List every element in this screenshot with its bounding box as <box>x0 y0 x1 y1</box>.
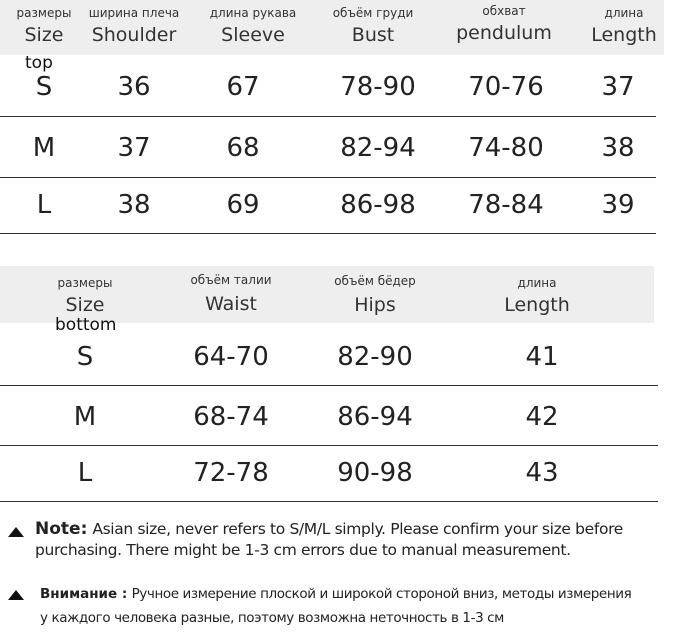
top-row-l-bust: 86-98 <box>340 190 416 220</box>
row-divider <box>0 445 658 446</box>
bottom-row-s-length: 41 <box>525 342 559 372</box>
top-row-s-shoulder: 36 <box>117 72 151 102</box>
top-row-s-bust: 78-90 <box>340 72 416 102</box>
top-row-s-length: 37 <box>601 72 635 102</box>
top-row-m-size: M <box>32 133 56 163</box>
bottom-header-size <box>40 276 130 316</box>
top-row-l-size: L <box>36 190 52 220</box>
bottom-row-l-size: L <box>77 458 93 488</box>
triangle-up-icon <box>8 590 24 600</box>
top-row-m-length: 38 <box>601 133 635 163</box>
header-en-label: Bust <box>351 24 395 46</box>
note-line-1: Asian size, never refers to S/M/L simply. Please confirm your size before <box>92 520 623 538</box>
top-row-m-shoulder: 37 <box>117 133 151 163</box>
bottom-row-l-length: 43 <box>525 458 559 488</box>
header-ru-label: размеры <box>57 276 113 290</box>
bottom-row-m-length: 42 <box>525 402 559 432</box>
header-en-label: Hips <box>354 294 396 316</box>
header-ru-label: длина <box>517 276 557 290</box>
row-divider <box>0 385 658 386</box>
row-divider <box>0 177 656 178</box>
top-header-shoulder <box>84 6 184 46</box>
note-line-2: purchasing. There might be 1-3 cm errors due to manual measurement. <box>35 541 571 559</box>
top-row-m-bust: 82-94 <box>340 133 416 163</box>
bottom-row-s-hips: 82-90 <box>337 342 413 372</box>
top-row-l-sleeve: 69 <box>226 190 260 220</box>
bottom-row-l-waist: 72-78 <box>193 458 269 488</box>
header-ru-label: объём талии <box>190 273 272 287</box>
row-divider <box>0 501 658 502</box>
header-en-label: Size <box>65 294 105 316</box>
russian-note-text <box>40 582 631 630</box>
top-row-s-pendulum: 70-76 <box>468 72 544 102</box>
header-en-label: Length <box>504 294 570 316</box>
note-line-2: у каждого человека разные, поэтому возможна неточность в 1-3 см <box>40 610 504 626</box>
bottom-row-s-waist: 64-70 <box>193 342 269 372</box>
header-en-label: Waist <box>205 293 257 315</box>
header-ru-label: ширина плеча <box>88 6 180 20</box>
note-line-1: Ручное измерение плоской и широкой стороной вниз, методы измерения <box>131 586 632 602</box>
header-en-label: Length <box>591 24 657 46</box>
top-row-s-sleeve: 67 <box>226 72 260 102</box>
note-label: Note: <box>35 519 88 539</box>
top-row-m-pendulum: 74-80 <box>468 133 544 163</box>
bottom-row-m-size: M <box>73 402 97 432</box>
row-divider <box>0 233 656 234</box>
header-en-label: Shoulder <box>91 24 177 46</box>
bottom-row-m-waist: 68-74 <box>193 402 269 432</box>
top-header-sleeve <box>198 6 308 46</box>
bottom-row-m-hips: 86-94 <box>337 402 413 432</box>
header-en-label: Size <box>24 24 64 46</box>
top-row-m-sleeve: 68 <box>226 133 260 163</box>
top-row-l-length: 39 <box>601 190 635 220</box>
row-divider <box>0 116 656 117</box>
top-header-length <box>582 6 666 46</box>
header-ru-label: обхват <box>482 4 526 18</box>
top-header-size <box>0 6 88 46</box>
header-en-label: Sleeve <box>221 24 285 46</box>
bottom-header-length <box>492 276 582 316</box>
top-row-l-pendulum: 78-84 <box>468 190 544 220</box>
english-note-text <box>35 519 623 561</box>
top-header-bust <box>318 6 428 46</box>
triangle-up-icon <box>8 527 24 537</box>
header-ru-label: объём груди <box>332 6 414 20</box>
bottom-header-hips <box>320 274 430 316</box>
bottom-tag: bottom <box>55 315 117 335</box>
header-en-label: pendulum <box>456 22 552 44</box>
header-ru-label: длина <box>604 6 644 20</box>
header-ru-label: объём бёдер <box>334 274 416 288</box>
top-row-s-size: S <box>35 72 53 102</box>
top-row-l-shoulder: 38 <box>117 190 151 220</box>
top-tag: top <box>25 53 53 73</box>
header-ru-label: длина рукава <box>209 6 297 20</box>
bottom-row-s-size: S <box>76 342 94 372</box>
note-label: Внимание : <box>40 586 128 602</box>
header-ru-label: размеры <box>16 6 72 20</box>
top-header-pendulum <box>448 4 560 44</box>
bottom-row-l-hips: 90-98 <box>337 458 413 488</box>
bottom-header-waist <box>176 273 286 315</box>
